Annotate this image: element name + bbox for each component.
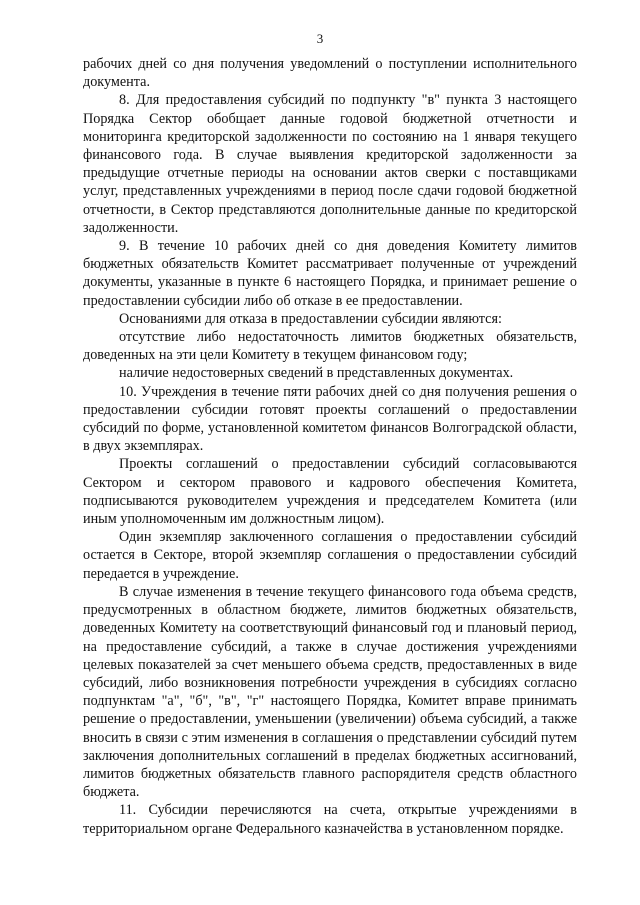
paragraph-item-10: 10. Учреждения в течение пяти рабочих дней со дня получения решения о предоставлении субсидии готовят проекты соглашений о предоставлении субсидий по форме, установленной комитетом финансов Волгоградской области, в двух экземплярах. bbox=[83, 383, 577, 455]
document-body bbox=[83, 55, 577, 838]
paragraph-changes: В случае изменения в течение текущего финансового года объема средств, предусмотренных в областном бюджете, лимитов бюджетных обязательств, доведенных Комитету на соответствующий финансовый год и плановый период, на предоставление субсидий, а также в случае достижения учреждениями целевых показателей за счет меньшего объема средств, предоставленных в виде субсидий, либо возникновения потребности учреждения в субсидиях согласно подпунктам "а", "б", "в", "г" настоящего Порядка, Комитет вправе принимать решение о предоставлении, уменьшении (увеличении) объема субсидий, а также вносить в связи с этим изменения в соглашения о представлении субсидий путем заключения дополнительных соглашений в пределах бюджетных ассигнований, лимитов бюджетных обязательств главного распорядителя средств областного бюджета. bbox=[83, 583, 577, 801]
paragraph-continuation: рабочих дней со дня получения уведомлений о поступлении исполнительного документа. bbox=[83, 56, 577, 91]
paragraph-draft-agreements: Проекты соглашений о предоставлении субсидий согласовываются Сектором и сектором правового и кадрового обеспечения Комитета, подписываются руководителем учреждения и председателем Комитета (или иным уполномоченным им должностным лицом). bbox=[83, 456, 577, 528]
page-number: 3 bbox=[316, 31, 324, 46]
paragraph-refusal-ground-1: отсутствие либо недостаточность лимитов бюджетных обязательств, доведенных на эти цели Комитету в текущем финансовом году; bbox=[83, 329, 577, 364]
paragraph-item-9: 9. В течение 10 рабочих дней со дня доведения Комитету лимитов бюджетных обязательств Комитет рассматривает полученные от учреждений документы, указанные в пункте 6 настоящего Порядка, и принимает решение о предоставлении субсидии либо об отказе в ее предоставлении. bbox=[83, 238, 577, 309]
paragraph-agreement-copies: Один экземпляр заключенного соглашения о предоставлении субсидий остается в Секторе, второй экземпляр соглашения о предоставлении субсидий передается в учреждение. bbox=[83, 529, 577, 582]
paragraph-item-11: 11. Субсидии перечисляются на счета, открытые учреждениями в территориальном органе Федерального казначейства в установленном порядке. bbox=[83, 802, 577, 837]
paragraph-refusal-ground-2: наличие недостоверных сведений в представленных документах. bbox=[119, 365, 514, 382]
paragraph-refusal-grounds: Основаниями для отказа в предоставлении субсидии являются: bbox=[119, 310, 502, 327]
paragraph-item-8: 8. Для предоставления субсидий по подпункту "в" пункта 3 настоящего Порядка Сектор обобщает данные годовой бюджетной отчетности и мониторинга кредиторской задолженности по состоянию на 1 января текущего финансового года. В случае выявления кредиторской задолженности за предыдущие отчетные периоды на основании актов сверки с поставщиками услуг, представленных учреждениями в период после сдачи годовой бюджетной отчетности, в Сектор представляются дополнительные данные по кредиторской задолженности. bbox=[83, 92, 577, 236]
